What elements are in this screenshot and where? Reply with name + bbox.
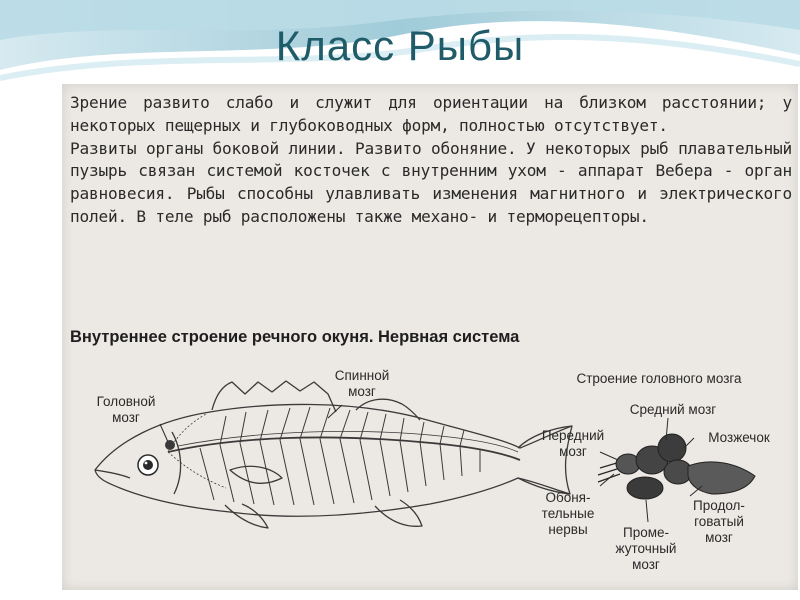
- slide-title: Класс Рыбы: [275, 22, 525, 69]
- label-brain: Головной мозг: [96, 394, 156, 425]
- label-olfactory-nerves: Обоня- тельные нервы: [541, 490, 595, 537]
- figure-caption: Внутреннее строение речного окуня. Нервная система: [70, 328, 520, 346]
- label-diencephalon: Проме- жуточный мозг: [615, 525, 677, 572]
- label-spinal-cord: Спинной мозг: [334, 368, 390, 399]
- paragraph-senses: Развиты органы боковой линии. Развито обоняние. У некоторых рыб плавательный пузырь связан системой косточек с внутренним ухом - аппарат Вебера - орган равновесия. Рыбы способны улавливать изменения магнитного и электрического полей. В теле рыб расположены также механо- и терморецепторы.: [70, 138, 792, 226]
- label-midbrain: Средний мозг: [629, 402, 717, 417]
- label-medulla: Продол- говатый мозг: [693, 498, 745, 545]
- label-forebrain: Передний мозг: [541, 428, 605, 459]
- brain-diagram-title: Строение головного мозга: [576, 371, 742, 386]
- body-text: [70, 92, 792, 229]
- paragraph-vision: Зрение развито слабо и служит для ориентации на близком расстоянии; у некоторых пещерных и глубоководных форм, полностью отсутствует.: [70, 93, 792, 135]
- label-cerebellum: Мозжечок: [708, 430, 770, 445]
